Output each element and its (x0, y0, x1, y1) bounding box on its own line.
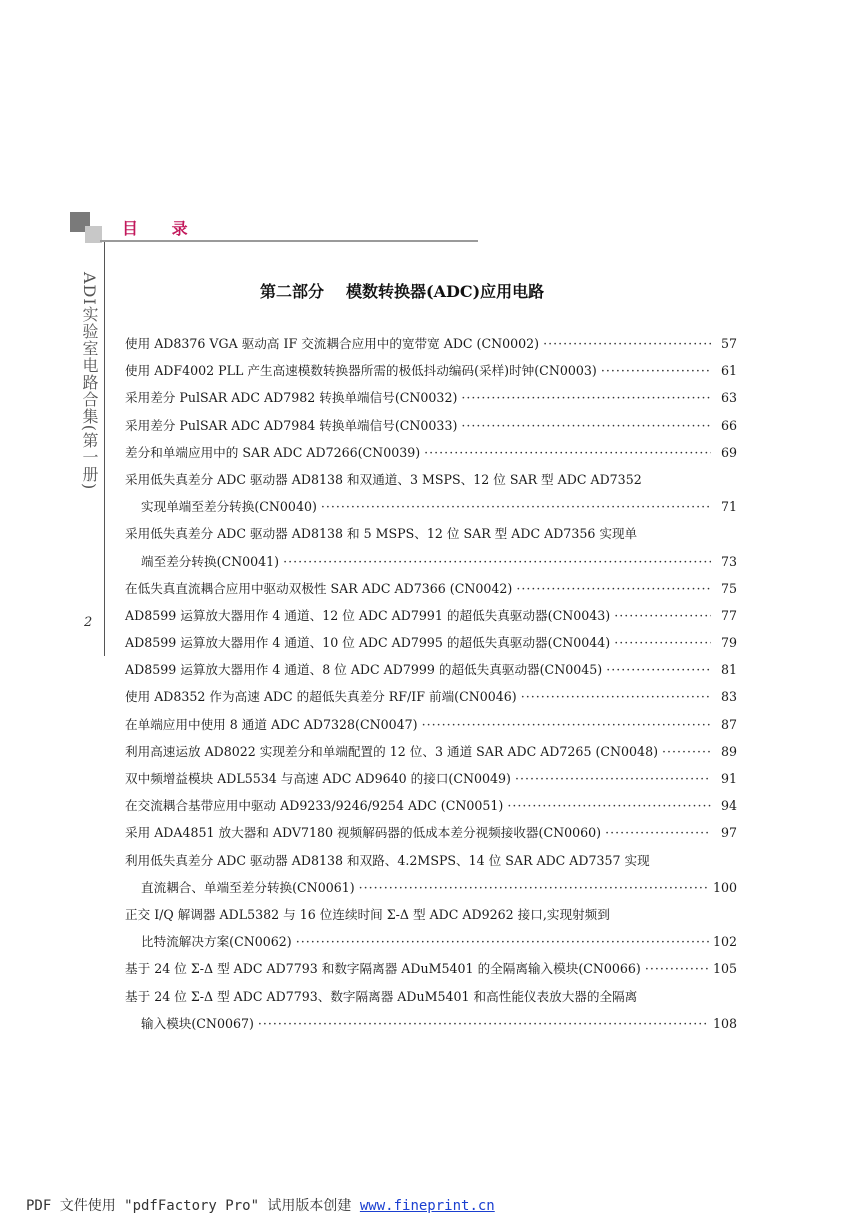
toc-entry[interactable] (125, 928, 737, 955)
toc-entry-title: AD8599 运算放大器用作 4 通道、8 位 ADC AD7999 的超低失真驱动器(CN0045) (125, 662, 603, 678)
toc-entry[interactable] (125, 602, 737, 629)
footer-text: PDF 文件使用 "pdfFactory Pro" 试用版本创建 (26, 1198, 360, 1214)
toc-entry[interactable] (125, 683, 737, 710)
toc-entry[interactable] (125, 711, 737, 738)
toc-entry-title: 采用低失真差分 ADC 驱动器 AD8138 和 5 MSPS、12 位 SAR 型 ADC AD7356 实现单 (125, 526, 638, 542)
toc-leader-dots (614, 629, 711, 656)
toc-entry-page: 83 (720, 689, 737, 705)
toc-entry-title: 使用 AD8376 VGA 驱动高 IF 交流耦合应用中的宽带宽 ADC (CN0002) (125, 336, 540, 351)
toc-entry-title: 端至差分转换(CN0041) (141, 553, 280, 569)
section-name: 模数转换器(ADC)应用电路 (346, 282, 545, 301)
page-number: 2 (84, 615, 93, 630)
toc-entry-title: 在单端应用中使用 8 通道 ADC AD7328(CN0047) (125, 716, 418, 732)
toc-leader-dots (461, 412, 711, 439)
header-rule (100, 240, 478, 242)
toc-entry-title: 实现单端至差分转换(CN0040) (141, 499, 317, 515)
toc-entry-page: 57 (720, 336, 737, 351)
toc-entry-page: 79 (720, 635, 737, 651)
toc-entry-page: 81 (720, 662, 737, 678)
toc-entry-title: 基于 24 位 Σ-Δ 型 ADC AD7793 和数字隔离器 ADuM5401 的全隔离输入模块(CN0066) (125, 961, 641, 977)
toc-entry[interactable] (125, 765, 737, 792)
toc-leader-dots (521, 683, 711, 710)
toc-entry[interactable] (125, 575, 737, 602)
toc-entry-title: 双中频增益模块 ADL5534 与高速 ADC AD9640 的接口(CN0049) (125, 771, 511, 786)
footer-link[interactable]: www.fineprint.cn (359, 1198, 495, 1214)
toc-leader-dots (461, 384, 711, 411)
toc-entry-page: 73 (720, 553, 737, 569)
toc-entry-page: 75 (720, 580, 737, 596)
toc-entry-page: 108 (712, 1015, 737, 1031)
toc-entry-title: 在低失真直流耦合应用中驱动双极性 SAR ADC AD7366 (CN0042) (125, 580, 513, 596)
toc-entry[interactable] (125, 656, 737, 683)
toc-entry[interactable] (125, 629, 737, 656)
toc-leader-dots (606, 656, 711, 683)
footer (26, 1195, 495, 1215)
toc-leader-dots (601, 357, 711, 384)
toc-leader-dots (516, 575, 711, 602)
section-heading (260, 279, 544, 302)
toc-entry-title: AD8599 运算放大器用作 4 通道、10 位 ADC AD7995 的超低失真驱动器(CN0044) (125, 635, 611, 651)
toc-entry-title: 正交 I/Q 解调器 ADL5382 与 16 位连续时间 Σ-Δ 型 ADC AD9262 接口,实现射频到 (125, 906, 610, 922)
toc-leader-dots (614, 602, 711, 629)
toc-entry[interactable] (125, 792, 737, 819)
toc-entry-page: 97 (720, 825, 737, 841)
toc-entry-title: 比特流解决方案(CN0062) (141, 934, 292, 950)
toc-leader-dots (662, 738, 711, 765)
toc-entry[interactable] (125, 520, 737, 547)
toc-entry-title: 基于 24 位 Σ-Δ 型 ADC AD7793、数字隔离器 ADuM5401 和高性能仪表放大器的全隔离 (125, 988, 638, 1004)
toc-entry-page: 89 (720, 743, 737, 759)
toc-entry-title: 直流耦合、单端至差分转换(CN0061) (141, 879, 355, 895)
toc-entry[interactable] (125, 955, 737, 982)
toc-entry-title: 使用 AD8352 作为高速 ADC 的超低失真差分 RF/IF 前端(CN0046) (125, 689, 517, 705)
toc-leader-dots (645, 955, 709, 982)
toc-entry-page: 100 (712, 879, 737, 895)
section-part: 第二部分 (260, 282, 325, 301)
toc-entry-title: 采用低失真差分 ADC 驱动器 AD8138 和双通道、3 MSPS、12 位 SAR 型 ADC AD7352 (125, 471, 642, 487)
toc-leader-dots (258, 1010, 709, 1037)
toc-entry-title: AD8599 运算放大器用作 4 通道、12 位 ADC AD7991 的超低失真驱动器(CN0043) (125, 607, 611, 623)
book-title-vertical: ADI实验室电路合集(第一册) (80, 272, 99, 491)
toc-entry-page: 87 (720, 716, 737, 732)
toc-entry[interactable] (125, 847, 737, 874)
toc-entry[interactable] (125, 439, 737, 466)
toc-entry-page: 77 (720, 607, 737, 623)
toc-entry[interactable] (125, 548, 737, 575)
toc-leader-dots (321, 493, 711, 520)
toc-entry-title: 利用高速运放 AD8022 实现差分和单端配置的 12 位、3 通道 SAR ADC AD7265 (CN0048) (125, 743, 658, 759)
toc-entry-page: 105 (712, 961, 737, 977)
toc-entry[interactable] (125, 357, 737, 384)
toc-leader-dots (422, 711, 711, 738)
toc-leader-dots (424, 439, 711, 466)
toc-entry[interactable] (125, 874, 737, 901)
toc-entry-title: 差分和单端应用中的 SAR ADC AD7266(CN0039) (125, 444, 421, 460)
toc-entry[interactable] (125, 901, 737, 928)
toc-entry-page: 91 (720, 771, 737, 786)
toc-entry-title: 输入模块(CN0067) (141, 1015, 254, 1031)
toc-entry[interactable] (125, 1010, 737, 1037)
toc-entry-page: 61 (720, 363, 737, 379)
page-title: 目 录 (122, 219, 202, 238)
toc-entry[interactable] (125, 493, 737, 520)
toc-leader-dots (515, 765, 711, 792)
toc-leader-dots (543, 330, 711, 357)
toc-entry-title: 在交流耦合基带应用中驱动 AD9233/9246/9254 ADC (CN0051) (125, 798, 504, 814)
toc-entry-title: 使用 ADF4002 PLL 产生高速模数转换器所需的极低抖动编码(采样)时钟(CN0003) (125, 363, 597, 379)
toc-entry[interactable] (125, 466, 737, 493)
toc-entry-page: 66 (720, 417, 737, 433)
toc-leader-dots (359, 874, 709, 901)
toc-leader-dots (283, 548, 711, 575)
toc-entry-title: 采用 ADA4851 放大器和 ADV7180 视频解码器的低成本差分视频接收器(CN0060) (125, 825, 602, 841)
side-rule (104, 242, 105, 656)
toc-entry-title: 采用差分 PulSAR ADC AD7984 转换单端信号(CN0033) (125, 417, 458, 433)
toc-entry-page: 63 (720, 390, 737, 406)
toc-entry[interactable] (125, 983, 737, 1010)
toc-entry-title: 采用差分 PulSAR ADC AD7982 转换单端信号(CN0032) (125, 390, 458, 406)
toc-entry[interactable] (125, 330, 737, 357)
toc-leader-dots (507, 792, 711, 819)
toc-entry-page: 71 (720, 499, 737, 515)
toc-entry-page: 102 (712, 934, 737, 950)
toc-leader-dots (605, 819, 711, 846)
toc-entry-title: 利用低失真差分 ADC 驱动器 AD8138 和双路、4.2MSPS、14 位 SAR ADC AD7357 实现 (125, 852, 650, 868)
toc-entry-page: 94 (720, 798, 737, 814)
table-of-contents (125, 330, 737, 1037)
toc-leader-dots (296, 928, 709, 955)
toc-entry[interactable] (125, 384, 737, 411)
toc-entry[interactable] (125, 738, 737, 765)
toc-entry[interactable] (125, 819, 737, 846)
toc-entry[interactable] (125, 412, 737, 439)
toc-entry-page: 69 (720, 444, 737, 460)
